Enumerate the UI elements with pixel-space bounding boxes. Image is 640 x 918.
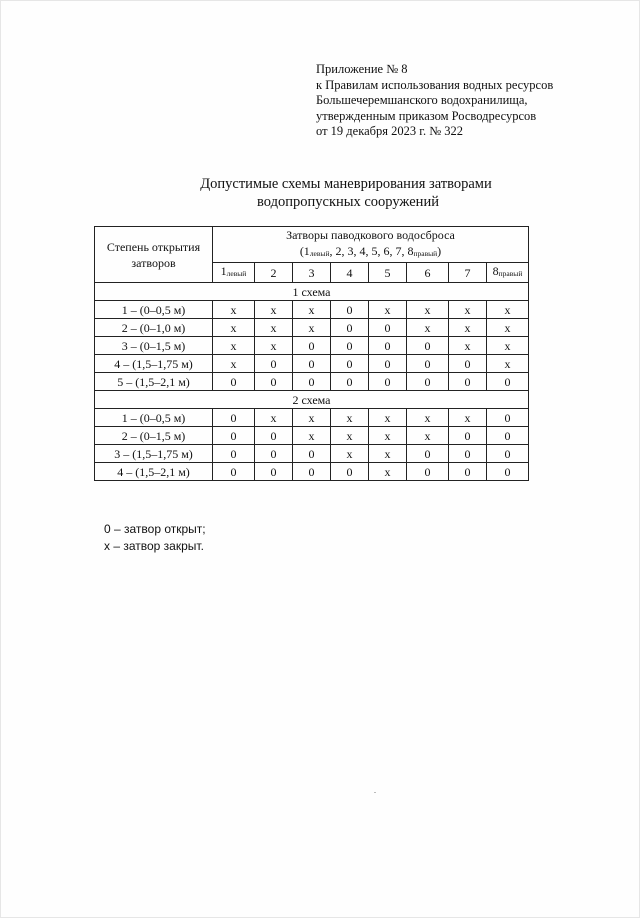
gate-state-cell: х	[293, 301, 331, 319]
gate-state-cell: 0	[487, 409, 529, 427]
gate-state-cell: 0	[487, 427, 529, 445]
gate-state-cell: х	[449, 409, 487, 427]
gate-left-sub: левый	[226, 269, 247, 278]
gate-state-cell: 0	[293, 337, 331, 355]
document-title	[0, 175, 640, 211]
gate-state-cell: х	[369, 409, 407, 427]
gate-number-7	[449, 263, 487, 283]
gate-number-3	[293, 263, 331, 283]
gate-state-cell: х	[293, 427, 331, 445]
gate-state-cell: 0	[449, 373, 487, 391]
gate-state-cell: 0	[331, 301, 369, 319]
gate-state-cell: х	[369, 445, 407, 463]
gate-number-label: 5	[384, 265, 391, 280]
table-row	[95, 463, 529, 481]
gate-number-label: 3	[308, 265, 315, 280]
gate-state-cell: 0	[293, 445, 331, 463]
gate-state-cell: 0	[213, 427, 255, 445]
gate-number-2	[255, 263, 293, 283]
gate-state-cell: 0	[213, 409, 255, 427]
legend-open: 0 – затвор открыт;	[104, 522, 206, 536]
gate-state-cell: х	[255, 409, 293, 427]
gate-state-cell: 0	[213, 445, 255, 463]
gate-number-label: 4	[346, 265, 353, 280]
gates-header-mid: , 2, 3, 4, 5, 6, 7, 8	[329, 244, 414, 258]
gate-state-cell: 0	[487, 463, 529, 481]
gate-state-cell: 0	[293, 355, 331, 373]
gates-header-line-1: Затворы паводкового водосброса	[286, 228, 455, 242]
gate-state-cell: 0	[255, 445, 293, 463]
title-line-1: Допустимые схемы маневрирования затворами	[200, 176, 492, 192]
gate-state-cell: х	[407, 319, 449, 337]
gate-state-cell: 0	[487, 373, 529, 391]
gate-number-label: 7	[464, 265, 471, 280]
gate-number-1	[213, 263, 255, 283]
gate-state-cell: х	[369, 301, 407, 319]
legend	[104, 521, 206, 555]
annex-header	[316, 62, 553, 140]
annex-line-2: к Правилам использования водных ресурсов	[316, 77, 554, 92]
gate-state-cell: 0	[369, 319, 407, 337]
gate-right-sub: правый	[498, 269, 523, 278]
gates-header-right-sub: правый	[413, 249, 438, 258]
scheme-title: 2 схема	[95, 391, 529, 409]
gate-state-cell: х	[487, 319, 529, 337]
opening-degree-label: 4 – (1,5–2,1 м)	[95, 463, 213, 481]
gate-state-cell: 0	[255, 463, 293, 481]
table-row	[95, 301, 529, 319]
gate-state-cell: 0	[487, 445, 529, 463]
opening-degree-label: 2 – (0–1,5 м)	[95, 427, 213, 445]
gate-number-label: 8	[492, 264, 499, 278]
gate-state-cell: х	[449, 337, 487, 355]
gate-state-cell: х	[407, 301, 449, 319]
gates-header-post: )	[437, 244, 442, 258]
gate-state-cell: х	[255, 337, 293, 355]
annex-line-3: Большечеремшанского водохранилища,	[316, 93, 528, 107]
title-line-2: водопропускных сооружений	[257, 194, 439, 210]
annex-number: Приложение № 8	[316, 62, 408, 76]
opening-degree-label: 3 – (1,5–1,75 м)	[95, 445, 213, 463]
gate-state-cell: 0	[331, 373, 369, 391]
opening-degree-label: 2 – (0–1,0 м)	[95, 319, 213, 337]
gate-state-cell: х	[449, 319, 487, 337]
gate-table-body	[95, 283, 529, 481]
gate-state-cell: 0	[331, 355, 369, 373]
table-row	[95, 373, 529, 391]
opening-degree-label: 4 – (1,5–1,75 м)	[95, 355, 213, 373]
gate-state-cell: х	[213, 301, 255, 319]
gate-state-cell: 0	[407, 445, 449, 463]
gate-number-8	[487, 263, 529, 283]
scheme-header-row	[95, 391, 529, 409]
gate-number-6	[407, 263, 449, 283]
gate-state-cell: 0	[407, 355, 449, 373]
gate-state-cell: 0	[369, 355, 407, 373]
gates-header-left-sub: левый	[309, 249, 330, 258]
gate-state-cell: 0	[331, 463, 369, 481]
gate-state-cell: х	[487, 337, 529, 355]
gate-state-cell: 0	[255, 427, 293, 445]
gate-state-cell: 0	[369, 373, 407, 391]
gate-state-cell: х	[213, 319, 255, 337]
gate-state-cell: 0	[407, 463, 449, 481]
gate-state-cell: 0	[369, 337, 407, 355]
table-row	[95, 445, 529, 463]
annex-date-line: от 19 декабря 2023 г. № 322	[316, 124, 464, 138]
gate-state-cell: х	[369, 463, 407, 481]
gate-state-cell: 0	[255, 373, 293, 391]
gate-schemes-table	[94, 226, 529, 481]
gate-state-cell: х	[369, 427, 407, 445]
gate-state-cell: 0	[213, 373, 255, 391]
gate-state-cell: х	[213, 337, 255, 355]
stub-header: Степень открытия затворов	[95, 227, 213, 283]
gate-state-cell: х	[487, 301, 529, 319]
gate-state-cell: 0	[449, 445, 487, 463]
opening-degree-label: 3 – (0–1,5 м)	[95, 337, 213, 355]
gate-state-cell: х	[331, 445, 369, 463]
gate-state-cell: х	[331, 427, 369, 445]
gate-state-cell: х	[255, 301, 293, 319]
gate-number-label: 6	[424, 265, 431, 280]
opening-degree-label: 5 – (1,5–2,1 м)	[95, 373, 213, 391]
gates-header	[213, 227, 529, 263]
table-row	[95, 427, 529, 445]
gate-state-cell: 0	[407, 373, 449, 391]
gate-state-cell: 0	[449, 355, 487, 373]
gates-header-pre: (1	[299, 244, 310, 258]
opening-degree-label: 1 – (0–0,5 м)	[95, 301, 213, 319]
gate-state-cell: 0	[449, 463, 487, 481]
gate-number-label: 1	[220, 264, 227, 278]
scheme-title: 1 схема	[95, 283, 529, 301]
gate-state-cell: 0	[255, 355, 293, 373]
gate-state-cell: х	[293, 319, 331, 337]
gate-state-cell: х	[255, 319, 293, 337]
scheme-header-row	[95, 283, 529, 301]
gate-state-cell: х	[487, 355, 529, 373]
gate-state-cell: х	[407, 409, 449, 427]
gate-state-cell: х	[407, 427, 449, 445]
gate-state-cell: 0	[293, 373, 331, 391]
opening-degree-label: 1 – (0–0,5 м)	[95, 409, 213, 427]
gate-state-cell: х	[293, 409, 331, 427]
legend-closed: х – затвор закрыт.	[104, 539, 204, 553]
gate-number-5	[369, 263, 407, 283]
gate-number-label: 2	[270, 265, 277, 280]
table-row	[95, 337, 529, 355]
gate-state-cell: х	[449, 301, 487, 319]
gate-state-cell: х	[331, 409, 369, 427]
table-row	[95, 355, 529, 373]
gate-state-cell: 0	[449, 427, 487, 445]
gate-state-cell: 0	[407, 337, 449, 355]
table-row	[95, 319, 529, 337]
table-row	[95, 409, 529, 427]
gate-state-cell: 0	[293, 463, 331, 481]
scan-speck	[374, 792, 376, 793]
gate-state-cell: 0	[331, 337, 369, 355]
gate-state-cell: 0	[213, 463, 255, 481]
annex-line-4: утвержденным приказом Росводресурсов	[316, 108, 537, 123]
gate-number-4	[331, 263, 369, 283]
gate-state-cell: х	[213, 355, 255, 373]
gates-header-line-2	[213, 243, 528, 262]
gate-state-cell: 0	[331, 319, 369, 337]
